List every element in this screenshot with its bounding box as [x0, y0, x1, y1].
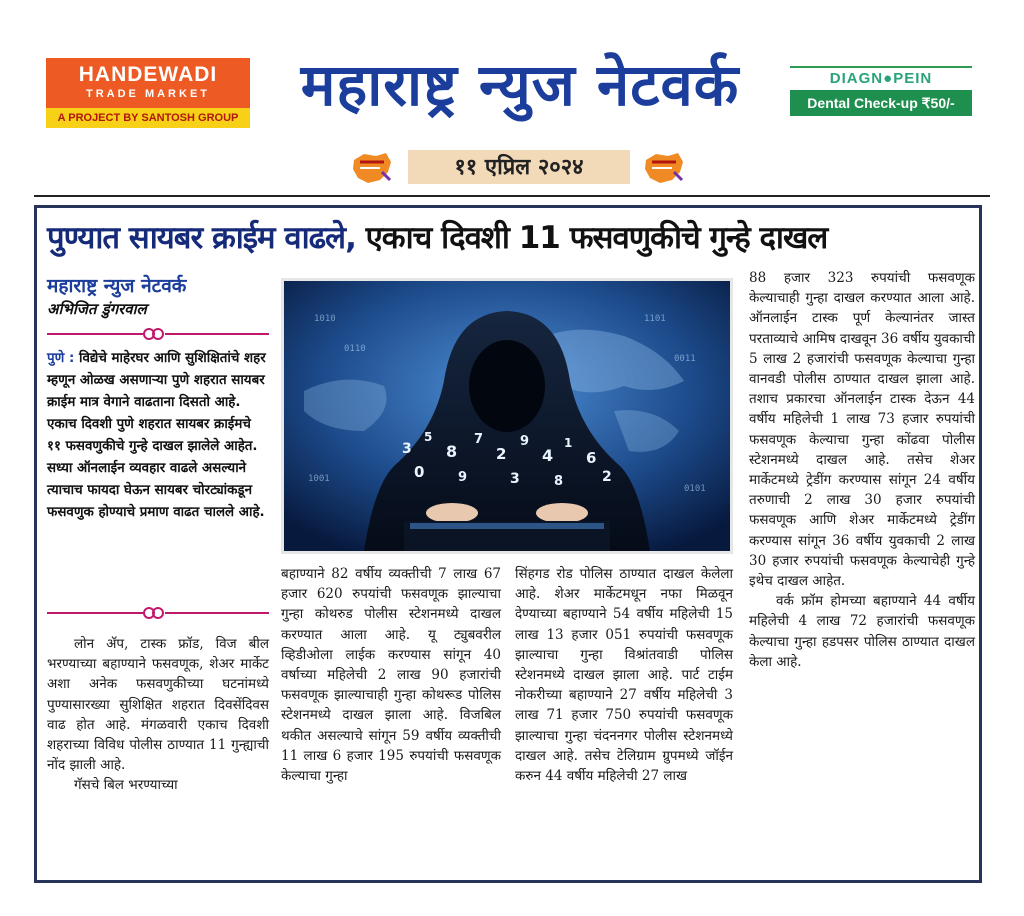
- svg-text:9: 9: [520, 434, 530, 449]
- svg-text:6: 6: [586, 449, 597, 467]
- ad-brand: HANDEWADI: [78, 63, 218, 86]
- article-column-3: [515, 564, 733, 786]
- ad-tagline: A PROJECT BY SANTOSH GROUP: [46, 108, 250, 128]
- svg-text:1001: 1001: [308, 474, 330, 484]
- diagnopein-logo: DIAGN●PEIN: [829, 70, 933, 87]
- svg-text:7: 7: [474, 432, 484, 447]
- svg-text:8: 8: [554, 474, 564, 489]
- hooded-hacker-photo: [281, 278, 733, 554]
- article-column-1: [47, 634, 269, 796]
- svg-text:2: 2: [496, 445, 507, 463]
- maharashtra-map-emblem-icon: [642, 150, 686, 186]
- column-3-paragraph-1: सिंहगड रोड पोलिस ठाण्यात दाखल केलेला आहे. शेअर मार्केटमधून नफा मिळवून देण्याच्या बहाण्याने 54 वर्षीय महिलेची 15 लाख 13 हजार 051 रुपयांची फसवणूक झाल्याचा गुन्हा विश्रांतवाडी पोलिस स्टेशनमध्ये दाखल झाला आहे. पार्ट टाईम नोकरीच्या बहाण्याने 27 वर्षीय महिलेची 3 लाख 71 हजार 750 रुपयांची फसवणूक झाल्याचा गुन्हा चंदननगर पोलीस स्टेशनमध्ये दाखल आहे. तसेच टेलिग्राम ग्रुपमध्ये जॉईन करुन 44 वर्षीय महिलेची 27 लाख: [515, 566, 733, 785]
- ad-subtitle: TRADE MARKET: [86, 88, 210, 100]
- issue-date: ११ एप्रिल २०२४: [408, 150, 630, 184]
- lead-text: विद्येचे माहेरघर आणि सुशिक्षितांचे शहर म्हणून ओळख असणाऱ्या पुणे शहरात सायबर क्राईम मात्र वेगाने वाढताना दिसतो आहे. एकाच दिवशी पुणे शहरात सायबर क्राईमचे ११ फसवणुकीचे गुन्हे दाखल झालेले आहेत. सध्या ऑनलाईन व्यवहार वाढले असल्याने त्याचाच फायदा घेऊन सायबर चोरट्यांकडून फसवणुक होण्याचे प्रमाण वाढत चालले आहे.: [47, 351, 266, 520]
- svg-text:5: 5: [424, 430, 433, 444]
- svg-text:0: 0: [414, 463, 425, 481]
- handewadi-ad[interactable]: [46, 58, 250, 128]
- svg-text:4: 4: [542, 446, 554, 465]
- article-column-2: [281, 564, 501, 786]
- headline-part-2: एकाच दिवशी 11 फसवणुकीचे गुन्हे दाखल: [355, 220, 828, 256]
- ad-offer: Dental Check-up ₹50/-: [790, 90, 972, 116]
- svg-text:1101: 1101: [644, 314, 666, 324]
- svg-text:3: 3: [510, 471, 520, 487]
- column-4-paragraph-2: वर्क फ्रॉम होमच्या बहाण्याने 44 वर्षीय महिलेची 4 लाख 72 हजारांची फसवणूक केल्याचा गुन्हा हडपसर पोलिस ठाण्यात दाखल केला आहे.: [749, 593, 975, 670]
- newspaper-title: महाराष्ट्र न्युज नेटवर्क: [300, 51, 740, 119]
- ornament-divider: [47, 327, 269, 341]
- article-headline: [47, 216, 973, 260]
- svg-text:1: 1: [564, 436, 573, 450]
- article-column-4: [749, 268, 975, 672]
- dateline-place: पुणे :: [47, 351, 75, 366]
- svg-text:1010: 1010: [314, 314, 336, 324]
- svg-text:9: 9: [458, 470, 468, 485]
- dateline: [0, 150, 1024, 186]
- diagnopein-ad[interactable]: [790, 66, 972, 120]
- byline: [47, 274, 267, 320]
- article-frame: [34, 205, 982, 883]
- headline-part-1: पुण्यात सायबर क्राईम वाढले,: [47, 220, 356, 256]
- svg-text:0110: 0110: [344, 344, 366, 354]
- column-1-paragraph-2: गॅसचे बिल भरण्याच्या: [74, 777, 178, 794]
- ornament-divider: [47, 606, 269, 620]
- svg-text:3: 3: [402, 441, 412, 457]
- column-1-paragraph-1: लोन ॲप, टास्क फ्रॉड, विज बील भरण्याच्या बहाण्याने फसवणूक, शेअर मार्केट अशा अनेक फसवणुकीच्या घटनांमध्ये पुण्यासारख्या सुशिक्षित शहरात दिवसेंदिवस वाढ होत आहे. मंगळवारी एकाच दिवशी शहराच्या विविध पोलीस ठाण्यात 11 गुन्ह्याची नोंद झाली आहे.: [47, 636, 269, 774]
- masthead-rule: [34, 195, 990, 197]
- column-2-paragraph-1: बहाण्याने 82 वर्षीय व्यक्तीची 7 लाख 67 हजार 620 रुपयांची फसवणूक झाल्याचा गुन्हा कोथरुड पोलीस स्टेशनमध्ये दाखल करण्यात आला आहे. यू ट्युबवरील व्हिडीओला लाईक करण्यास सांगून 40 वर्षाच्या महिलेची 2 लाख 90 हजारांची फसवणूक झाल्याचाही गुन्हा कोथरूड पोलिस स्टेशनमध्ये दाखल झाला आहे. विजबिल थकीत असल्याचे सांगून 59 वर्षीय व्यक्तीची 11 लाख 6 हजार 195 रुपयांची फसवणूक केल्याचा गुन्हा: [281, 566, 501, 785]
- svg-text:8: 8: [446, 442, 458, 461]
- svg-text:0011: 0011: [674, 354, 696, 364]
- column-4-paragraph-1: 88 हजार 323 रुपयांची फसवणूक केल्याचाही गुन्हा दाखल करण्यात आला आहे. ऑनलाईन टास्क पूर्ण केल्यानंतर जास्त परताव्याचे आमिष दाखवून 36 वर्षीय युवकाची 5 लाख 2 हजारांची फसवणूक केल्याचा गुन्हा वानवडी पोलीस ठाण्यात दाखल झाला आहे. तशाच प्रकारचा ऑनलाईन टास्क देऊन 44 वर्षीय महिलेची 1 लाख 73 हजार रुपयांची फसवणूक केल्याचा गुन्हा कोंढवा पोलीस स्टेशनमध्ये दाखल आहे. तसेच शेअर मार्केटमध्ये ट्रेडींग करण्यास सांगून 24 वर्षीय तरुणाची 2 लाख 30 हजार रुपयांची फसवणूक आणि शेअर मार्केटमध्ये ट्रेडींग करण्यास सांगून 36 वर्षीय युवकाची 2 लाख 30 हजार रुपयांची फसवणूक केल्याचेही गुन्हे इथेच दाखल आहेत.: [749, 270, 975, 590]
- svg-text:2: 2: [602, 469, 612, 485]
- maharashtra-map-emblem-icon: [350, 150, 394, 186]
- byline-org: महाराष्ट्र न्युज नेटवर्क: [47, 275, 187, 297]
- byline-author: अभिजित डुंगरवाल: [47, 300, 147, 318]
- lead-paragraph: [47, 348, 269, 524]
- svg-text:0101: 0101: [684, 484, 706, 494]
